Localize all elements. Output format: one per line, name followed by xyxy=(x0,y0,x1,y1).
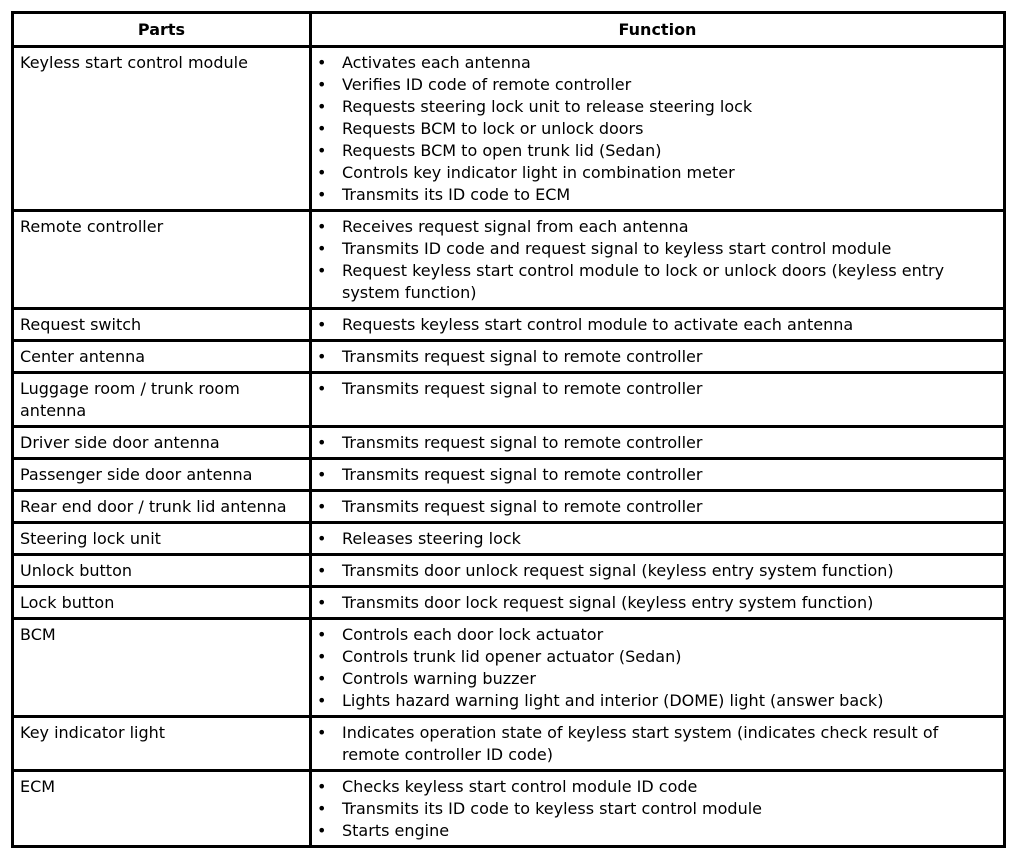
function-item: • Transmits ID code and request signal to keyless start control module xyxy=(317,238,997,260)
function-cell xyxy=(311,523,1005,555)
function-item: • Transmits request signal to remote controller xyxy=(317,464,997,486)
table-row xyxy=(13,309,1005,341)
function-list xyxy=(317,624,997,712)
part-name: Driver side door antenna xyxy=(13,427,311,459)
table-row xyxy=(13,373,1005,427)
table-row xyxy=(13,587,1005,619)
function-cell xyxy=(311,587,1005,619)
function-cell xyxy=(311,555,1005,587)
function-item: • Controls key indicator light in combination meter xyxy=(317,162,997,184)
part-name: ECM xyxy=(13,771,311,847)
function-cell xyxy=(311,771,1005,847)
table-row xyxy=(13,619,1005,717)
table-row xyxy=(13,523,1005,555)
function-cell xyxy=(311,427,1005,459)
function-cell xyxy=(311,309,1005,341)
function-item: • Indicates operation state of keyless start system (indicates check result of remote controller ID code) xyxy=(317,722,997,766)
part-name: Passenger side door antenna xyxy=(13,459,311,491)
function-list xyxy=(317,378,997,400)
table-row xyxy=(13,717,1005,771)
function-list xyxy=(317,528,997,550)
function-list xyxy=(317,52,997,206)
function-item: • Transmits its ID code to ECM xyxy=(317,184,997,206)
header-function: Function xyxy=(311,13,1005,47)
function-item: • Transmits request signal to remote controller xyxy=(317,378,997,400)
table-row xyxy=(13,771,1005,847)
function-item: • Controls each door lock actuator xyxy=(317,624,997,646)
function-list xyxy=(317,722,997,766)
function-item: • Transmits request signal to remote controller xyxy=(317,496,997,518)
table-row xyxy=(13,491,1005,523)
function-item: • Controls warning buzzer xyxy=(317,668,997,690)
table-row xyxy=(13,459,1005,491)
part-name: Luggage room / trunk room antenna xyxy=(13,373,311,427)
function-item: • Releases steering lock xyxy=(317,528,997,550)
function-cell xyxy=(311,491,1005,523)
function-item: • Checks keyless start control module ID code xyxy=(317,776,997,798)
function-list xyxy=(317,776,997,842)
function-item: • Activates each antenna xyxy=(317,52,997,74)
function-item: • Transmits its ID code to keyless start control module xyxy=(317,798,997,820)
function-cell xyxy=(311,373,1005,427)
parts-function-table xyxy=(11,11,1006,848)
function-item: • Requests BCM to lock or unlock doors xyxy=(317,118,997,140)
function-list xyxy=(317,216,997,304)
function-list xyxy=(317,432,997,454)
function-list xyxy=(317,592,997,614)
function-list xyxy=(317,560,997,582)
function-cell xyxy=(311,47,1005,211)
function-item: • Requests BCM to open trunk lid (Sedan) xyxy=(317,140,997,162)
function-item: • Request keyless start control module to lock or unlock doors (keyless entry system function) xyxy=(317,260,997,304)
header-parts: Parts xyxy=(13,13,311,47)
function-cell xyxy=(311,459,1005,491)
function-cell xyxy=(311,341,1005,373)
function-item: • Requests keyless start control module to activate each antenna xyxy=(317,314,997,336)
table-row xyxy=(13,427,1005,459)
part-name: Request switch xyxy=(13,309,311,341)
function-cell xyxy=(311,619,1005,717)
function-item: • Requests steering lock unit to release steering lock xyxy=(317,96,997,118)
table-row xyxy=(13,555,1005,587)
part-name: Unlock button xyxy=(13,555,311,587)
function-item: • Transmits door unlock request signal (keyless entry system function) xyxy=(317,560,997,582)
function-list xyxy=(317,496,997,518)
part-name: Keyless start control module xyxy=(13,47,311,211)
header-row xyxy=(13,13,1005,47)
part-name: Lock button xyxy=(13,587,311,619)
function-item: • Transmits request signal to remote controller xyxy=(317,432,997,454)
table-row xyxy=(13,47,1005,211)
table-row xyxy=(13,211,1005,309)
part-name: Steering lock unit xyxy=(13,523,311,555)
function-list xyxy=(317,346,997,368)
function-item: • Transmits request signal to remote controller xyxy=(317,346,997,368)
part-name: Rear end door / trunk lid antenna xyxy=(13,491,311,523)
table-body xyxy=(13,47,1005,847)
part-name: Key indicator light xyxy=(13,717,311,771)
function-item: • Receives request signal from each antenna xyxy=(317,216,997,238)
function-list xyxy=(317,314,997,336)
function-item: • Verifies ID code of remote controller xyxy=(317,74,997,96)
function-list xyxy=(317,464,997,486)
function-item: • Starts engine xyxy=(317,820,997,842)
function-item: • Controls trunk lid opener actuator (Sedan) xyxy=(317,646,997,668)
part-name: Remote controller xyxy=(13,211,311,309)
function-item: • Transmits door lock request signal (keyless entry system function) xyxy=(317,592,997,614)
function-cell xyxy=(311,211,1005,309)
part-name: Center antenna xyxy=(13,341,311,373)
function-cell xyxy=(311,717,1005,771)
part-name: BCM xyxy=(13,619,311,717)
function-item: • Lights hazard warning light and interior (DOME) light (answer back) xyxy=(317,690,997,712)
table-row xyxy=(13,341,1005,373)
